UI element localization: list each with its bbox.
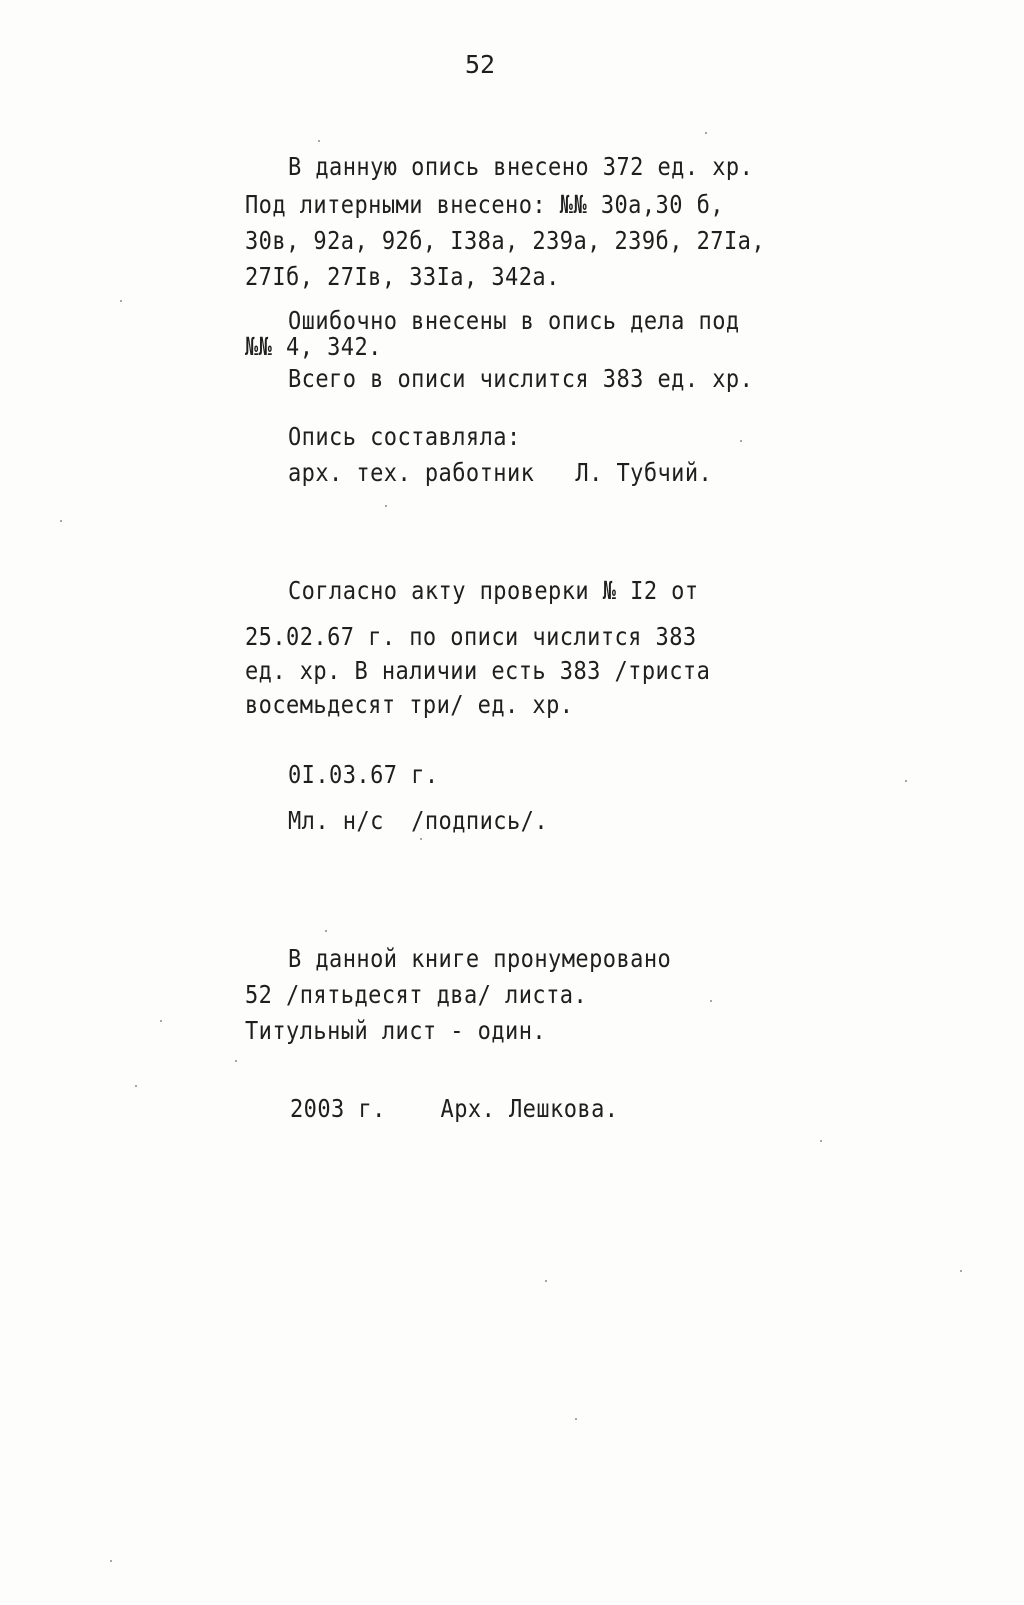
verification-count-line: 25.02.67 г. по описи числится 383 bbox=[245, 622, 697, 651]
final-signature-line: 2003 г. Арх. Лешкова. bbox=[290, 1094, 619, 1123]
total-count-line: Всего в описи числится 383 ед. хр. bbox=[288, 364, 754, 393]
scan-speck bbox=[235, 1060, 237, 1062]
scan-speck bbox=[160, 1020, 162, 1022]
errors-numbers-line: №№ 4, 342. bbox=[245, 332, 382, 361]
scan-speck bbox=[740, 440, 742, 442]
page-number: 52 bbox=[465, 50, 496, 79]
scan-speck bbox=[135, 1085, 137, 1087]
scan-speck bbox=[60, 520, 62, 522]
compiler-heading: Опись составляла: bbox=[288, 422, 521, 451]
scan-speck bbox=[325, 930, 327, 932]
verification-present-line: ед. хр. В наличии есть 383 /триста bbox=[245, 656, 711, 685]
scan-speck bbox=[120, 300, 122, 302]
verification-words-line: восемьдесят три/ ед. хр. bbox=[245, 690, 574, 719]
scan-speck bbox=[905, 780, 907, 782]
verification-date: 0I.03.67 г. bbox=[288, 760, 439, 789]
lettered-items-line: Под литерными внесено: №№ 30а,30 б, bbox=[245, 190, 724, 219]
scan-speck bbox=[545, 1280, 547, 1282]
lettered-items-list-end-line: 27Iб, 27Iв, 33Iа, 342а. bbox=[245, 262, 560, 291]
lettered-items-list-line: 30в, 92а, 92б, I38а, 239а, 239б, 27Iа, bbox=[245, 226, 766, 255]
title-sheet-line: Титульный лист - один. bbox=[245, 1016, 547, 1045]
numbering-line: В данной книге пронумеровано bbox=[288, 944, 672, 973]
compiler-signature-line: арх. тех. работник Л. Тубчий. bbox=[288, 458, 713, 487]
errors-line: Ошибочно внесены в опись дела под bbox=[288, 306, 740, 335]
inventory-count-line: В данную опись внесено 372 ед. хр. bbox=[288, 152, 754, 181]
scan-speck bbox=[705, 132, 707, 134]
scan-speck bbox=[318, 140, 320, 142]
scan-speck bbox=[420, 838, 422, 840]
numbering-sheets-line: 52 /пятьдесят два/ листа. bbox=[245, 980, 588, 1009]
scan-speck bbox=[110, 1560, 112, 1562]
scan-speck bbox=[385, 505, 387, 507]
scan-speck bbox=[710, 1000, 712, 1002]
scan-speck bbox=[820, 1140, 822, 1142]
scan-speck bbox=[575, 1418, 577, 1420]
verification-act-line: Согласно акту проверки № I2 от bbox=[288, 576, 699, 605]
scan-speck bbox=[960, 1270, 962, 1272]
verification-signature-line: Мл. н/с /подпись/. bbox=[288, 806, 549, 835]
